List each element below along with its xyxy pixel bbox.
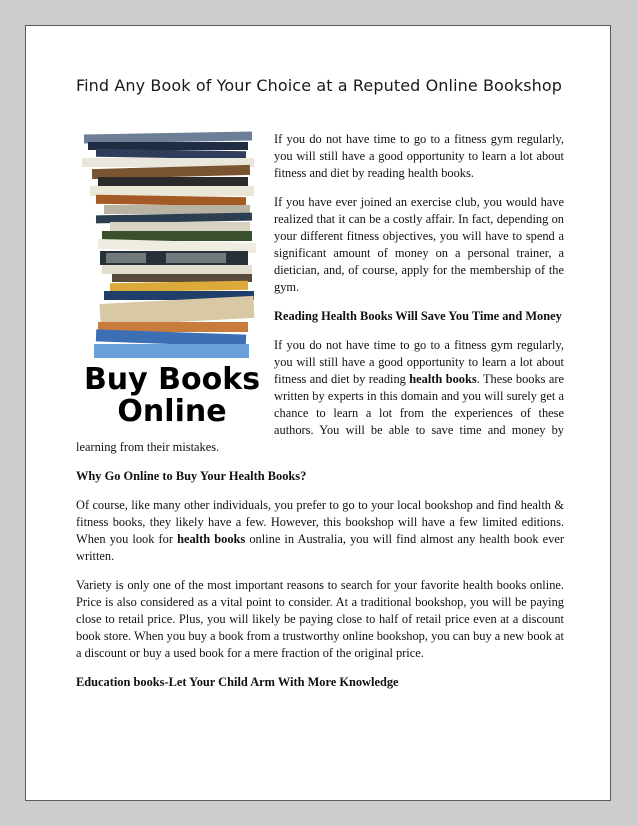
page-content (76, 76, 564, 703)
paragraph-local-part2: online in Australia, you will find almost any health book ever written. (76, 532, 564, 563)
paragraph-reading-part2: . These books are written by experts in this domain and you will surely get a chance to learn a lot from the experiences of these authors. You will be able to save time and money by learning from their mistakes. (76, 372, 565, 454)
heading-why-online: Why Go Online to Buy Your Health Books? (76, 469, 307, 483)
document-page (25, 25, 611, 801)
buy-books-online-image (76, 131, 268, 424)
paragraph-variety: Variety is only one of the most important reasons to search for your favorite health books online. Price is also considered as a vital point to consider. At a traditional bookshop, you will be paying close to retail price. Plus, you will likely be paying close to half of retail price even at a discount book store. When you buy a book from a trustworthy online bookshop, you can buy a new book at a discount or buy a used book for a mere fraction of the original price. (76, 578, 564, 660)
health-books-keyword: health books (409, 372, 477, 386)
caption-line-1: Buy Books (83, 362, 261, 397)
book-spines-highlight (106, 253, 226, 263)
paragraph-local-part1: Of course, like many other individuals, you prefer to go to your local bookshop and find health & fitness books, they likely have a few. However, this bookshop will have a few limited editions. When you look for (76, 498, 564, 546)
heading-reading-health-books: Reading Health Books Will Save You Time and Money (274, 309, 562, 323)
book-stack (82, 132, 256, 358)
article-body (76, 131, 564, 691)
book-stack-illustration (76, 131, 268, 424)
paragraph-intro: If you do not have time to go to a fitness gym regularly, you will still have a good opportunity to learn a lot about fitness and diet by reading health books. (274, 132, 564, 180)
caption-line-2: Online (117, 394, 227, 424)
paragraph-exercise-club: If you have ever joined an exercise club, you would have realized that it can be a costly affair. In fact, depending on your different fitness objectives, you will have to spend a significant amount of money on a personal trainer, a dietician, and, of course, apply for the membership of the gym. (274, 195, 564, 294)
page-title: Find Any Book of Your Choice at a Reputed Online Bookshop (76, 76, 563, 95)
health-books-keyword-2: health books (177, 532, 246, 546)
paragraph-local-bookshop (76, 497, 564, 565)
heading-education-books: Education books-Let Your Child Arm With More Knowledge (76, 675, 399, 689)
paragraph-reading-part1: If you do not have time to go to a fitness gym regularly, you will still have a good opportunity to learn a lot about fitness and diet by reading (274, 338, 564, 386)
